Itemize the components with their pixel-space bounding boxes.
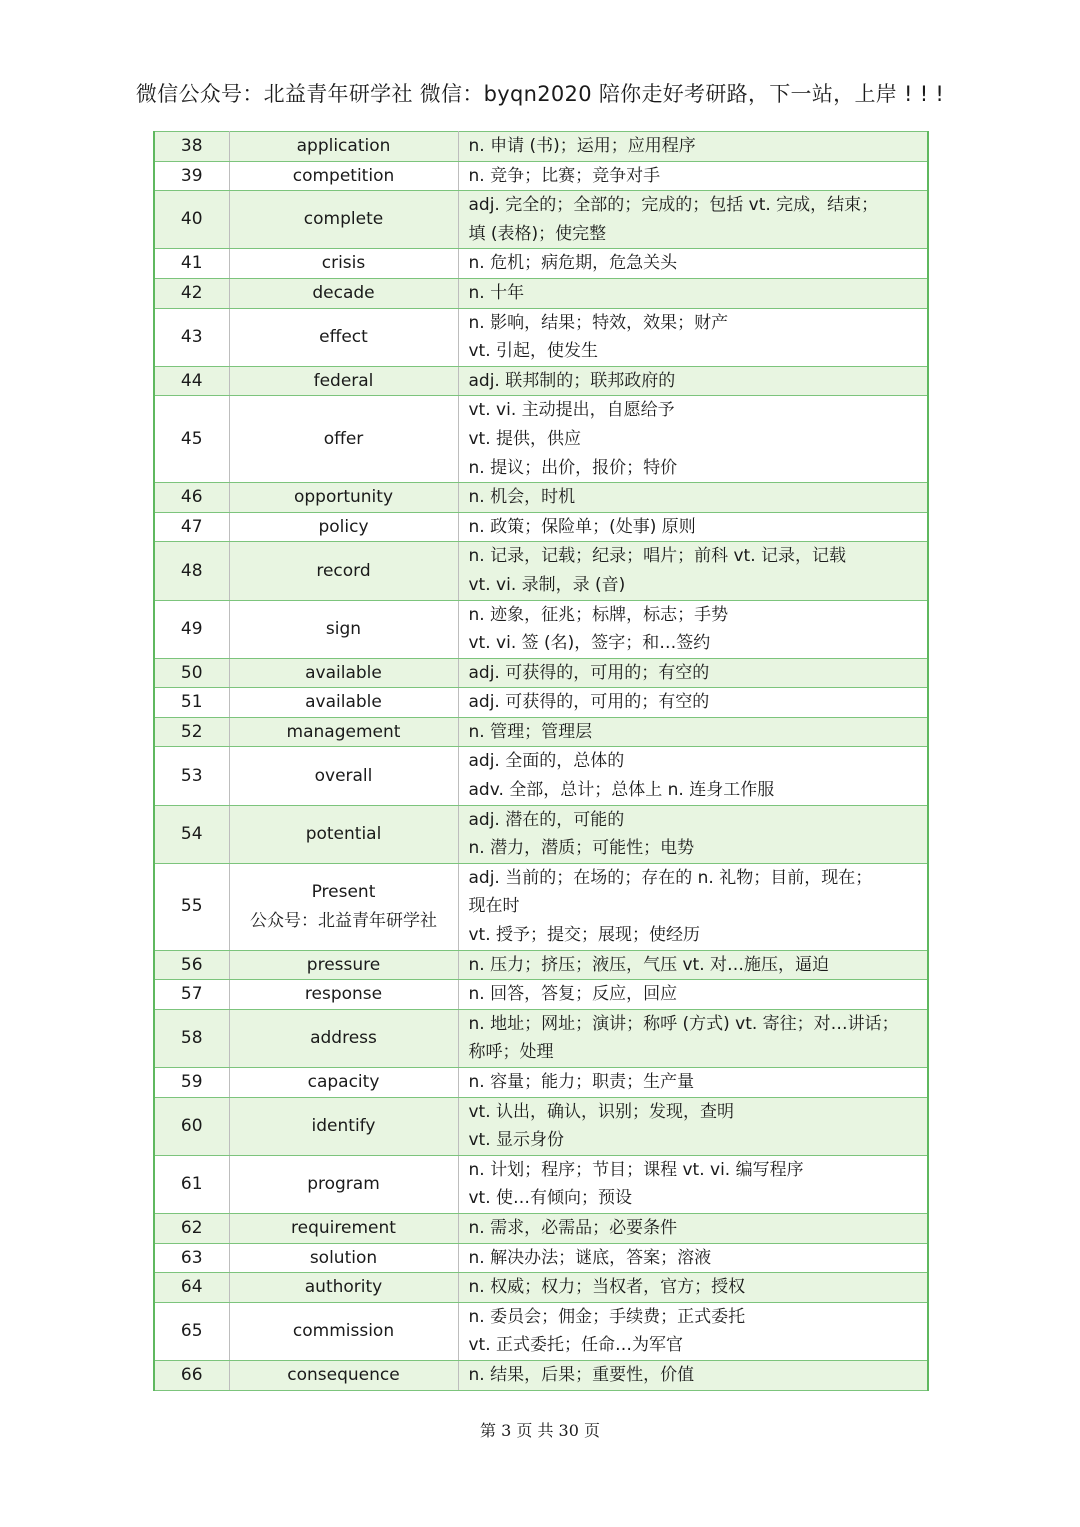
table-row (154, 600, 928, 658)
vocab-word-text: offer (323, 428, 364, 449)
row-number: 57 (154, 980, 229, 1010)
vocab-word-text: policy (318, 516, 369, 537)
meaning-line: n. 机会，时机 (468, 487, 576, 508)
row-number: 50 (154, 658, 229, 688)
vocab-word (229, 542, 458, 600)
vocab-word-text: Present (311, 882, 376, 903)
row-number: 61 (154, 1155, 229, 1213)
vocab-word (229, 191, 458, 249)
meaning-line: n. 竞争；比赛；竞争对手 (468, 165, 661, 186)
vocab-word-text: competition (292, 165, 395, 186)
table-row (154, 1360, 928, 1390)
table-row (154, 717, 928, 747)
row-number: 40 (154, 191, 229, 249)
row-number: 49 (154, 600, 229, 658)
vocab-word (229, 1302, 458, 1360)
meaning-line: adv. 全部，总计；总体上 n. 连身工作服 (468, 780, 775, 801)
table-row (154, 863, 928, 950)
vocab-word (229, 132, 458, 162)
row-number: 54 (154, 805, 229, 863)
row-number: 41 (154, 249, 229, 279)
page-footer: 第 3 页 共 30 页 (480, 1421, 600, 1440)
vocab-meaning (458, 747, 928, 805)
table-row (154, 980, 928, 1010)
meaning-line: 现在时 (468, 896, 520, 917)
vocab-meaning (458, 542, 928, 600)
meaning-line: n. 十年 (468, 282, 525, 303)
meaning-line: n. 申请 (书)；运用；应用程序 (468, 136, 696, 156)
vocab-meaning (458, 717, 928, 747)
vocab-word (229, 483, 458, 513)
vocab-word (229, 1009, 458, 1067)
meaning-line: vt. vi. 签 (名)，签字；和…签约 (468, 633, 711, 654)
vocab-word (229, 717, 458, 747)
row-number: 58 (154, 1009, 229, 1067)
vocab-word-text: opportunity (293, 487, 394, 508)
table-row (154, 1273, 928, 1303)
vocab-meaning (458, 1009, 928, 1067)
table-row (154, 483, 928, 513)
meaning-line: vt. 正式委托；任命…为军官 (468, 1335, 684, 1356)
vocab-word-text: sign (325, 618, 362, 639)
meaning-line: n. 潜力，潜质；可能性；电势 (468, 838, 695, 859)
table-row (154, 658, 928, 688)
vocab-meaning (458, 950, 928, 980)
table-row (154, 132, 928, 162)
meaning-line: vt. 引起，使发生 (468, 341, 599, 362)
vocab-meaning (458, 1302, 928, 1360)
meaning-line: n. 解决办法；谜底，答案；溶液 (468, 1247, 712, 1268)
row-number: 52 (154, 717, 229, 747)
vocab-word-text: federal (313, 370, 374, 391)
meaning-line: n. 容量；能力；职责；生产量 (468, 1072, 695, 1092)
vocab-meaning (458, 688, 928, 718)
vocab-word (229, 980, 458, 1010)
vocab-word-text: authority (304, 1277, 383, 1298)
table-row (154, 278, 928, 308)
row-number: 42 (154, 278, 229, 308)
vocab-word (229, 308, 458, 366)
meaning-line: vt. vi. 录制，录 (音) (468, 574, 626, 595)
vocab-meaning (458, 483, 928, 513)
vocab-word-text: record (316, 560, 371, 581)
table-row (154, 1155, 928, 1213)
row-number: 55 (154, 863, 229, 950)
row-number: 45 (154, 396, 229, 483)
vocab-word-text: capacity (307, 1072, 380, 1092)
vocab-word (229, 512, 458, 542)
vocab-meaning (458, 1360, 928, 1390)
row-number: 44 (154, 366, 229, 396)
table-row (154, 396, 928, 483)
table-row (154, 366, 928, 396)
meaning-line: adj. 可获得的，可用的；有空的 (468, 692, 710, 713)
meaning-line: vt. 授予；提交；展现；使经历 (468, 925, 701, 946)
vocab-meaning (458, 1213, 928, 1243)
vocab-meaning (458, 1243, 928, 1273)
meaning-line: n. 计划；程序；节目；课程 vt. vi. 编写程序 (468, 1159, 804, 1180)
vocab-meaning (458, 980, 928, 1010)
table-row (154, 1009, 928, 1067)
vocab-word-text: overall (314, 765, 373, 786)
meaning-line: n. 提议；出价，报价；特价 (468, 457, 678, 478)
row-number: 66 (154, 1360, 229, 1390)
vocab-word-text: consequence (287, 1364, 400, 1385)
row-number: 39 (154, 161, 229, 191)
vocab-meaning (458, 366, 928, 396)
meaning-line: vt. 显示身份 (468, 1130, 565, 1151)
row-number: 62 (154, 1213, 229, 1243)
row-number: 51 (154, 688, 229, 718)
vocab-meaning (458, 308, 928, 366)
vocab-word-text: complete (303, 209, 384, 230)
vocab-word-text: available (305, 662, 382, 683)
page-header: 微信公众号：北益青年研学社 微信：byqn2020 陪你走好考研路，下一站，上岸 ! ! ! (135, 82, 945, 106)
row-number: 64 (154, 1273, 229, 1303)
meaning-line: n. 危机；病危期，危急关头 (468, 253, 678, 274)
vocab-word-text: pressure (306, 954, 381, 975)
vocab-word-text: effect (319, 326, 368, 347)
vocab-meaning (458, 1273, 928, 1303)
vocab-word-text: solution (309, 1247, 378, 1268)
row-number: 38 (154, 132, 229, 162)
vocab-meaning (458, 805, 928, 863)
meaning-line: vt. 提供，供应 (468, 428, 582, 449)
meaning-line: adj. 潜在的，可能的 (468, 809, 625, 830)
table-row (154, 805, 928, 863)
row-number: 53 (154, 747, 229, 805)
vocab-word (229, 600, 458, 658)
table-row (154, 512, 928, 542)
row-number: 65 (154, 1302, 229, 1360)
vocab-word (229, 1097, 458, 1155)
table-row (154, 950, 928, 980)
vocabulary-table (153, 131, 929, 1391)
vocab-word (229, 1155, 458, 1213)
meaning-line: n. 政策；保险单；(处事) 原则 (468, 516, 696, 537)
vocab-meaning (458, 1155, 928, 1213)
vocab-meaning (458, 161, 928, 191)
vocab-word (229, 1243, 458, 1273)
row-number: 48 (154, 542, 229, 600)
vocab-meaning (458, 863, 928, 950)
row-number: 56 (154, 950, 229, 980)
meaning-line: n. 结果，后果；重要性，价值 (468, 1364, 695, 1385)
vocab-word (229, 747, 458, 805)
meaning-line: n. 权威；权力；当权者，官方；授权 (468, 1277, 746, 1298)
vocab-word (229, 863, 458, 950)
table-row (154, 688, 928, 718)
vocab-meaning (458, 132, 928, 162)
row-number: 46 (154, 483, 229, 513)
meaning-line: 填 (表格)；使完整 (468, 223, 607, 244)
meaning-line: n. 管理；管理层 (468, 721, 593, 742)
meaning-line: adj. 当前的；在场的；存在的 n. 礼物；目前，现在； (468, 867, 873, 888)
vocab-word (229, 278, 458, 308)
row-number: 60 (154, 1097, 229, 1155)
table-row (154, 249, 928, 279)
vocab-meaning (458, 278, 928, 308)
vocab-word (229, 161, 458, 191)
meaning-line: vt. 使…有倾向；预设 (468, 1188, 633, 1209)
vocab-word-text: management (286, 721, 401, 742)
vocab-word-text: available (305, 692, 382, 713)
watermark-note: 公众号：北益青年研学社 (250, 910, 437, 931)
meaning-line: n. 委员会；佣金；手续费；正式委托 (468, 1306, 746, 1327)
vocab-word-text: potential (305, 823, 382, 844)
table-row (154, 542, 928, 600)
meaning-line: n. 回答，答复；反应，回应 (468, 984, 678, 1005)
table-row (154, 308, 928, 366)
table-row (154, 1097, 928, 1155)
row-number: 59 (154, 1068, 229, 1098)
meaning-line: 称呼；处理 (468, 1042, 554, 1063)
vocab-word-text: application (296, 136, 391, 156)
vocab-meaning (458, 658, 928, 688)
row-number: 47 (154, 512, 229, 542)
meaning-line: adj. 全面的，总体的 (468, 751, 625, 772)
meaning-line: adj. 联邦制的；联邦政府的 (468, 370, 676, 391)
vocab-meaning (458, 396, 928, 483)
meaning-line: n. 记录，记载；纪录；唱片；前科 vt. 记录，记载 (468, 546, 847, 567)
meaning-line: n. 迹象，征兆；标牌，标志；手势 (468, 604, 729, 625)
vocab-word (229, 658, 458, 688)
vocab-word (229, 1213, 458, 1243)
vocab-word-text: decade (312, 282, 375, 303)
vocab-meaning (458, 600, 928, 658)
table-row (154, 1243, 928, 1273)
vocab-word (229, 1068, 458, 1098)
vocab-word-text: requirement (291, 1217, 396, 1238)
meaning-line: n. 压力；挤压；液压，气压 vt. 对…施压，逼迫 (468, 954, 830, 975)
vocab-word-text: crisis (321, 253, 366, 274)
vocab-meaning (458, 1068, 928, 1098)
vocab-word-text: identify (311, 1115, 376, 1136)
vocab-word-text: program (307, 1174, 380, 1195)
meaning-line: n. 影响，结果；特效，效果；财产 (468, 312, 729, 333)
vocab-word (229, 1360, 458, 1390)
row-number: 43 (154, 308, 229, 366)
meaning-line: adj. 完全的；全部的；完成的；包括 vt. 完成，结束； (468, 195, 879, 216)
vocab-meaning (458, 1097, 928, 1155)
vocab-word (229, 366, 458, 396)
vocab-word (229, 249, 458, 279)
vocab-word-text: commission (292, 1321, 395, 1342)
vocab-meaning (458, 249, 928, 279)
meaning-line: adj. 可获得的，可用的；有空的 (468, 662, 710, 683)
table-row (154, 191, 928, 249)
vocab-meaning (458, 512, 928, 542)
vocab-word (229, 950, 458, 980)
vocab-word (229, 688, 458, 718)
meaning-line: n. 地址；网址；演讲；称呼 (方式) vt. 寄往；对…讲话； (468, 1013, 899, 1034)
vocab-word (229, 805, 458, 863)
vocab-word (229, 1273, 458, 1303)
vocab-word-text: address (310, 1028, 377, 1049)
table-row (154, 1213, 928, 1243)
vocab-word (229, 396, 458, 483)
table-row (154, 747, 928, 805)
table-row (154, 1068, 928, 1098)
table-row (154, 161, 928, 191)
row-number: 63 (154, 1243, 229, 1273)
meaning-line: vt. vi. 主动提出，自愿给予 (468, 400, 675, 421)
meaning-line: n. 需求，必需品；必要条件 (468, 1217, 678, 1238)
table-row (154, 1302, 928, 1360)
vocab-word-text: response (304, 984, 383, 1005)
vocab-meaning (458, 191, 928, 249)
meaning-line: vt. 认出，确认，识别；发现，查明 (468, 1101, 735, 1122)
